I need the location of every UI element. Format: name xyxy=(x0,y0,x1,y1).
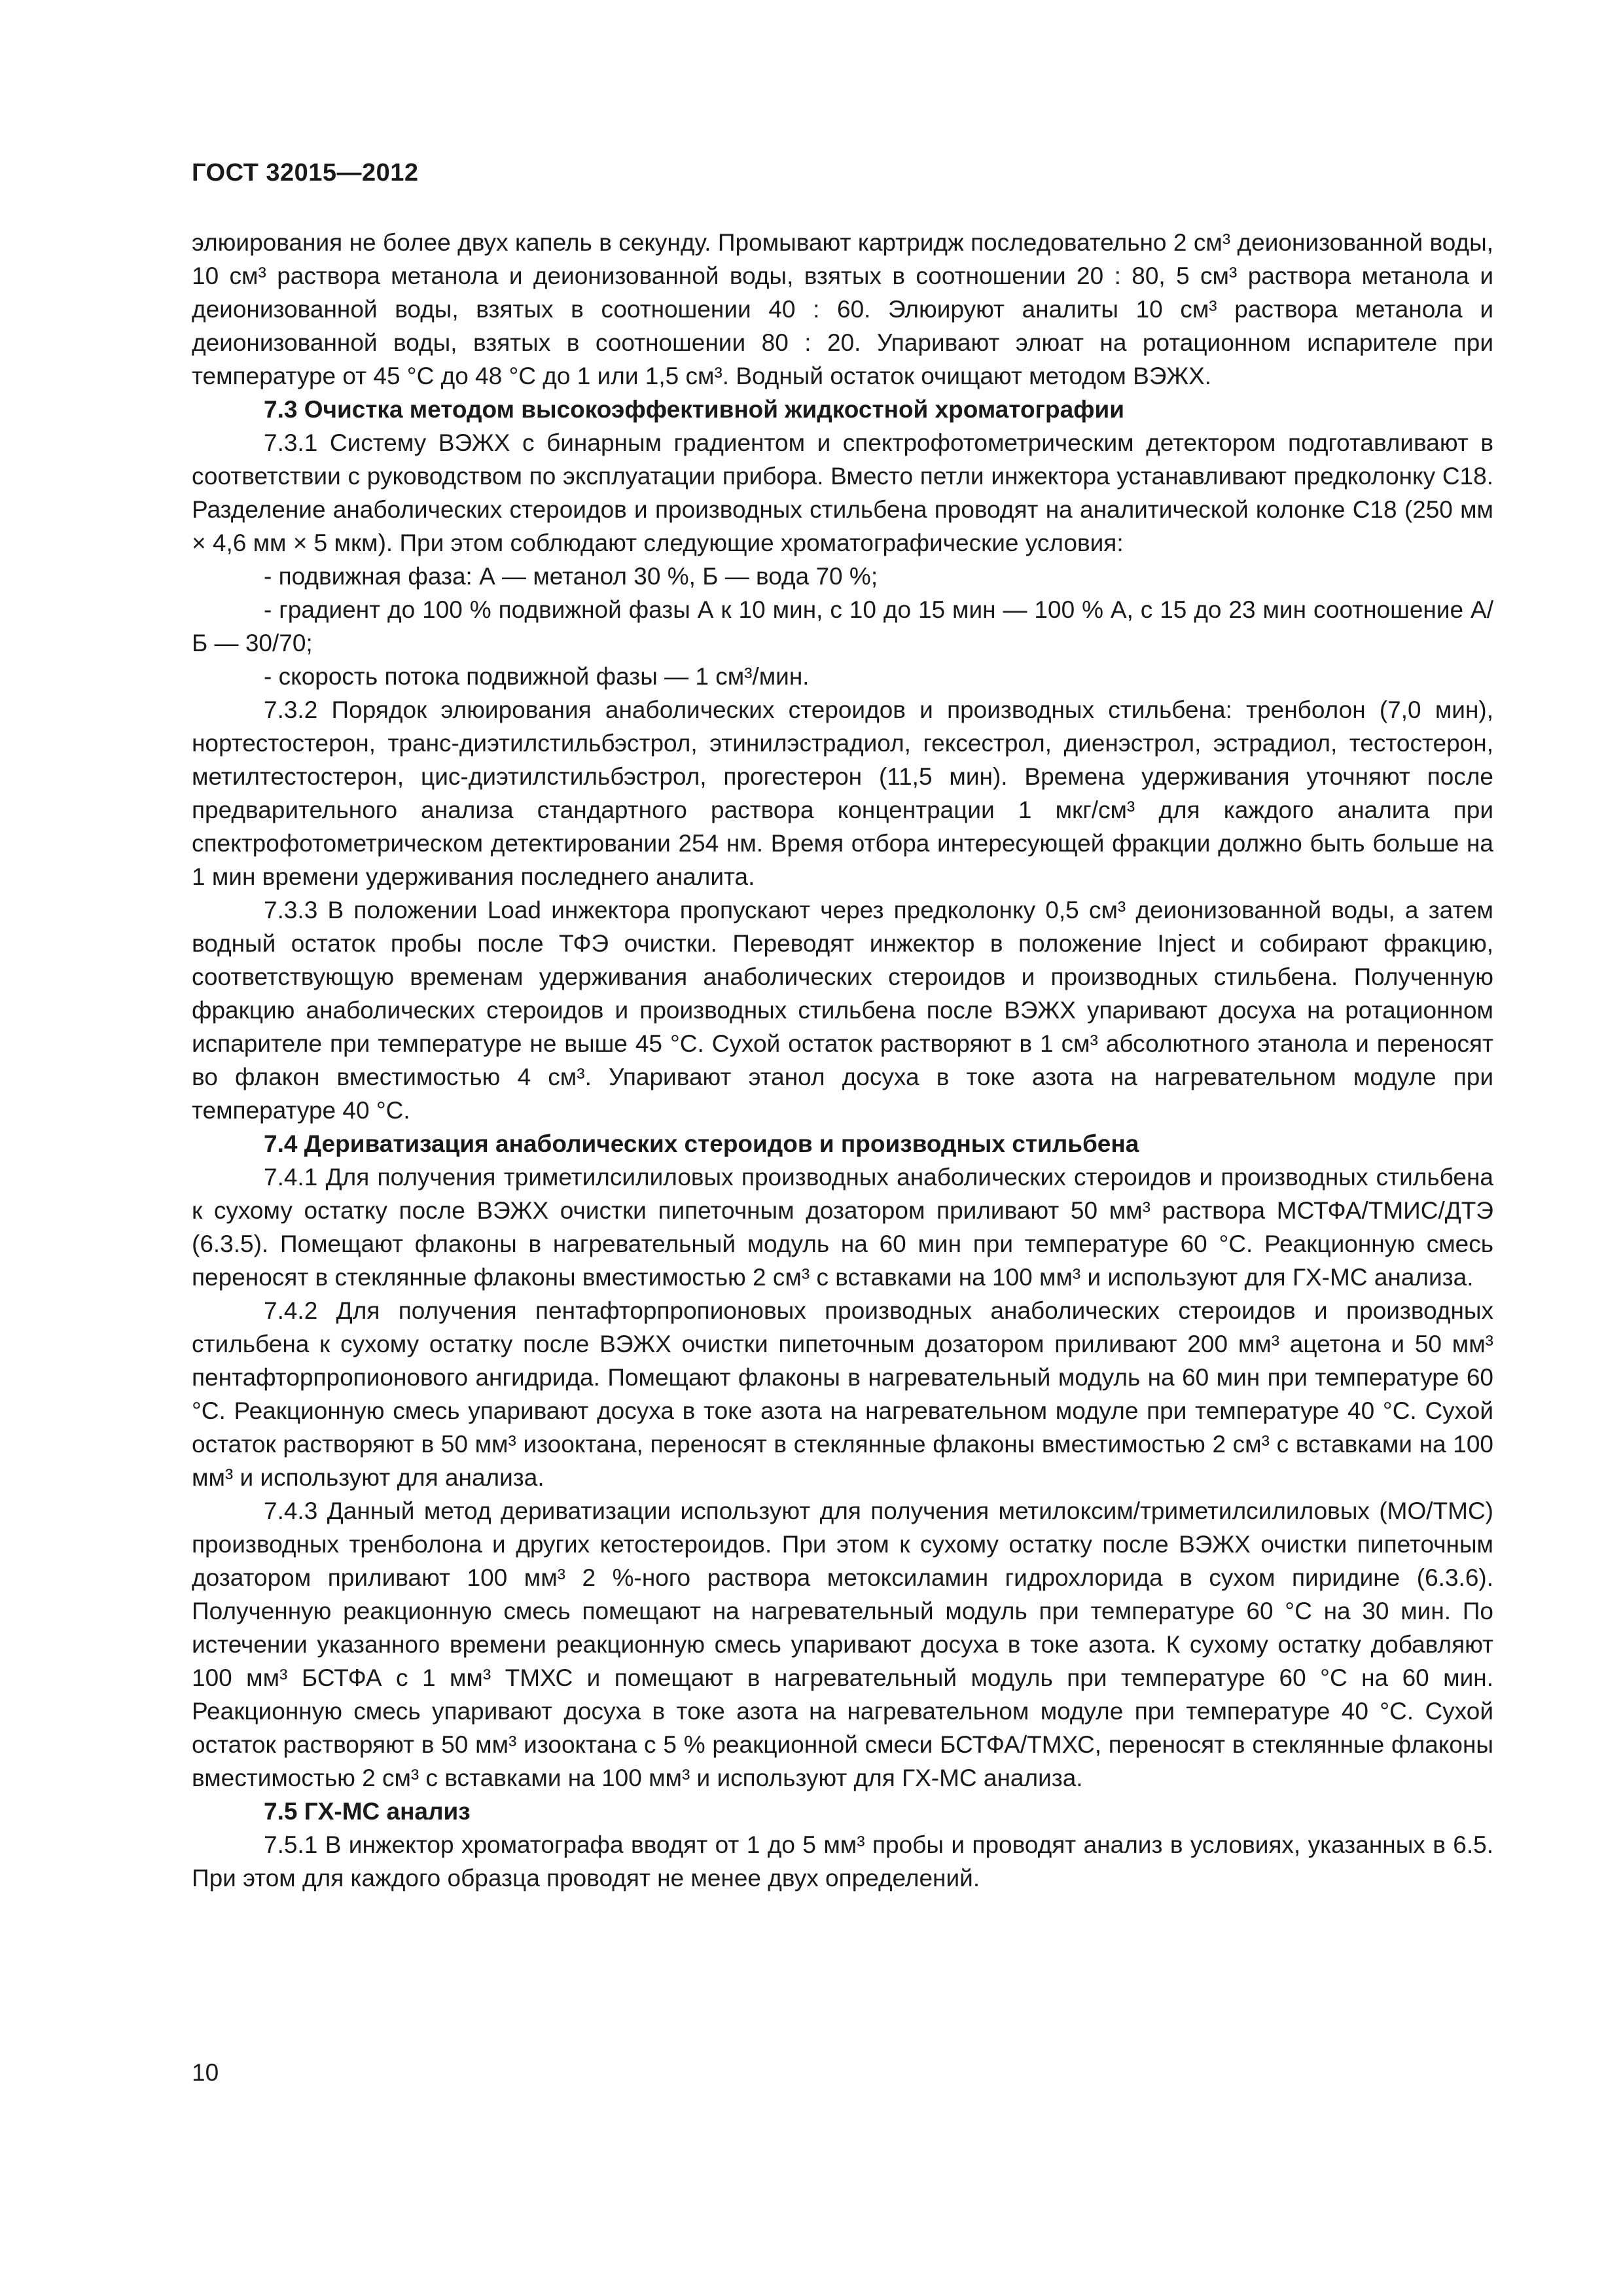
document-body xyxy=(192,226,1493,1895)
paragraph-7-5-1: 7.5.1 В инжектор хроматографа вводят от 1 до 5 мм³ пробы и проводят анализ в условиях, указанных в 6.5. При этом для каждого образца проводят не менее двух определений. xyxy=(192,1831,1493,1892)
paragraph-7-4-3: 7.4.3 Данный метод дериватизации используют для получения метилоксим/триметилсилиловых (МО/ТМС) производных тренболона и других кетостероидов. При этом к сухому остатку после ВЭЖХ очистки пипеточным дозатором приливают 100 мм³ 2 %-ного раствора метоксиламин гидрохлорида в сухом пиридине (6.3.6). Полученную реакционную смесь помещают на нагревательный модуль при температуре 60 °С на 30 мин. По истечении указанного времени реакционную смесь упаривают досуха в токе азота. К сухому остатку добавляют 100 мм³ БСТФА с 1 мм³ ТМХС и помещают в нагревательный модуль при температуре 60 °С на 60 мин. Реакционную смесь упаривают досуха в токе азота на нагревательном модуле при температуре 40 °С. Сухой остаток растворяют в 50 мм³ изооктана с 5 % реакционной смеси БСТФА/ТМХС, переносят в стеклянные флаконы вместимостью 2 см³ с вставками на 100 мм³ и используют для ГХ-МС анализа. xyxy=(192,1498,1493,1791)
section-7-4-heading: 7.4 Дериватизация анаболических стероидов и производных стильбена xyxy=(264,1130,1139,1157)
section-7-3-heading: 7.3 Очистка методом высокоэффективной жидкостной хроматографии xyxy=(264,396,1125,423)
condition-mobile-phase: - подвижная фаза: А — метанол 30 %, Б — вода 70 %; xyxy=(264,563,878,590)
paragraph-7-4-2: 7.4.2 Для получения пентафторпропионовых производных анаболических стероидов и производных стильбена к сухому остатку после ВЭЖХ очистки пипеточным дозатором приливают 200 мм³ ацетона и 50 мм³ пентафторпропионового ангидрида. Помещают флаконы в нагревательный модуль на 60 мин при температуре 60 °С. Реакционную смесь упаривают досуха в токе азота на нагревательном модуле при температуре 40 °С. Сухой остаток растворяют в 50 мм³ изооктана, переносят в стеклянные флаконы вместимостью 2 см³ с вставками на 100 мм³ и используют для анализа. xyxy=(192,1297,1493,1491)
paragraph-7-3-1: 7.3.1 Систему ВЭЖХ с бинарным градиентом и спектрофотометрическим детектором подготавливают в соответствии с руководством по эксплуатации прибора. Вместо петли инжектора устанавливают предколонку С18. Разделение анаболических стероидов и производных стильбена проводят на аналитической колонке С18 (250 мм × 4,6 мм × 5 мкм). При этом соблюдают следующие хроматографические условия: xyxy=(192,429,1493,556)
section-7-5-heading: 7.5 ГХ-МС анализ xyxy=(264,1798,471,1825)
paragraph-7-3-2: 7.3.2 Порядок элюирования анаболических стероидов и производных стильбена: тренболон (7,0 мин), нортестостерон, транс-диэтилстильбэстрол, этинилэстрадиол, гексестрол, диенэстрол, эстрадиол, тестостерон, метилтестостерон, цис-диэтилстильбэстрол, прогестерон (11,5 мин). Времена удерживания уточняют после предварительного анализа стандартного раствора концентрации 1 мкг/см³ для каждого аналита при спектрофотометрическом детектировании 254 нм. Время отбора интересующей фракции должно быть больше на 1 мин времени удерживания последнего аналита. xyxy=(192,696,1493,890)
intro-paragraph: элюирования не более двух капель в секунду. Промывают картридж последовательно 2 см³ деионизованной воды, 10 см³ раствора метанола и деионизованной воды, взятых в соотношении 20 : 80, 5 см³ раствора метанола и деионизованной воды, взятых в соотношении 40 : 60. Элюируют аналиты 10 см³ раствора метанола и деионизованной воды, взятых в соотношении 80 : 20. Упаривают элюат на ротационном испарителе при температуре от 45 °С до 48 °С до 1 или 1,5 см³. Водный остаток очищают методом ВЭЖХ. xyxy=(192,229,1493,389)
page-number: 10 xyxy=(192,2059,219,2086)
standard-header: ГОСТ 32015—2012 xyxy=(192,159,419,187)
condition-gradient: - градиент до 100 % подвижной фазы А к 10 мин, с 10 до 15 мин — 100 % А, с 15 до 23 мин соотношение А/Б — 30/70; xyxy=(192,596,1493,656)
paragraph-7-3-3: 7.3.3 В положении Load инжектора пропускают через предколонку 0,5 см³ деионизованной воды, а затем водный остаток пробы после ТФЭ очистки. Переводят инжектор в положение Inject и собирают фракцию, соответствующую временам удерживания анаболических стероидов и производных стильбена. Полученную фракцию анаболических стероидов и производных стильбена после ВЭЖХ упаривают досуха на ротационном испарителе при температуре не выше 45 °С. Сухой остаток растворяют в 1 см³ абсолютного этанола и переносят во флакон вместимостью 4 см³. Упаривают этанол досуха в токе азота на нагревательном модуле при температуре 40 °С. xyxy=(192,897,1493,1124)
condition-flow-rate: - скорость потока подвижной фазы — 1 см³/мин. xyxy=(264,663,810,690)
paragraph-7-4-1: 7.4.1 Для получения триметилсилиловых производных анаболических стероидов и производных стильбена к сухому остатку после ВЭЖХ очистки пипеточным дозатором приливают 50 мм³ раствора МСТФА/ТМИС/ДТЭ (6.3.5). Помещают флаконы в нагревательный модуль на 60 мин при температуре 60 °С. Реакционную смесь переносят в стеклянные флаконы вместимостью 2 см³ с вставками на 100 мм³ и используют для ГХ-МС анализа. xyxy=(192,1164,1493,1291)
